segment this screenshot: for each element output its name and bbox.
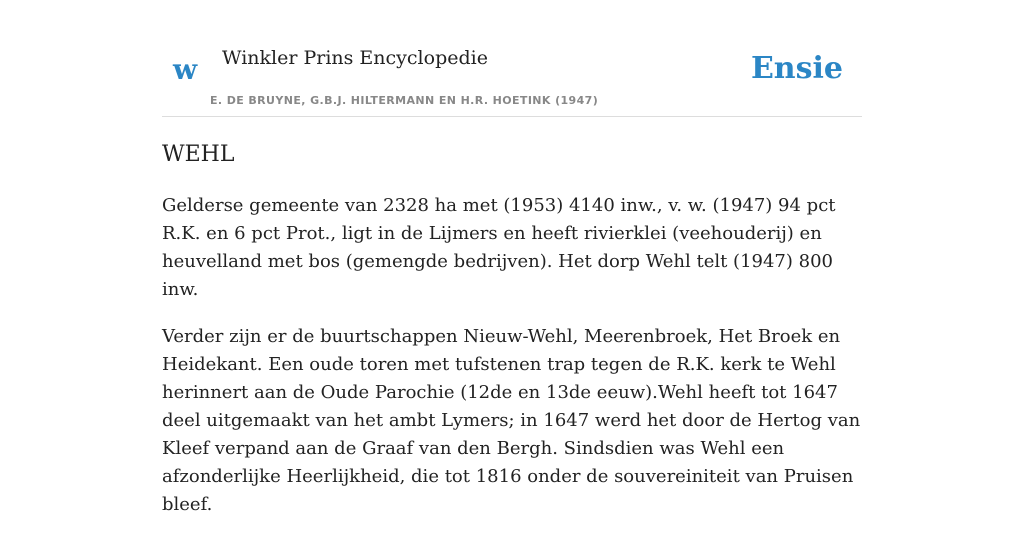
entry-body: [162, 192, 862, 538]
entry-paragraph: Gelderse gemeente van 2328 ha met (1953) 4140 inw., v. w. (1947) 94 pct R.K. en 6 pct Prot., ligt in de Lijmers en heeft rivierklei (veehouderij) en heuvelland met bos (gemengde bedrijven). Het dorp Wehl telt (1947) 800 inw.: [162, 195, 836, 300]
encyclopedia-logo[interactable]: w: [173, 53, 198, 86]
book-title-link[interactable]: Winkler Prins Encyclopedie: [222, 47, 488, 69]
page-container: [162, 0, 862, 515]
ensie-logo-link[interactable]: Ensie: [750, 51, 843, 86]
source-header: [162, 0, 862, 117]
entry-paragraph: Verder zijn er de buurtschappen Nieuw-Wehl, Meerenbroek, Het Broek en Heidekant. Een oude toren met tufstenen trap tegen de R.K. kerk te Wehl herinnert aan de Oude Parochie (12de en 13de eeuw).Wehl heeft tot 1647 deel uitgemaakt van het ambt Lymers; in 1647 werd het door de Hertog van Kleef verpand aan de Graaf van den Bergh. Sindsdien was Wehl een afzonderlijke Heerlijkheid, die tot 1816 onder de souvereiniteit van Pruisen bleef.: [162, 326, 861, 515]
entry-title: WEHL: [162, 142, 235, 167]
book-authors: E. DE BRUYNE, G.B.J. HILTERMANN EN H.R. HOETINK (1947): [210, 94, 599, 107]
